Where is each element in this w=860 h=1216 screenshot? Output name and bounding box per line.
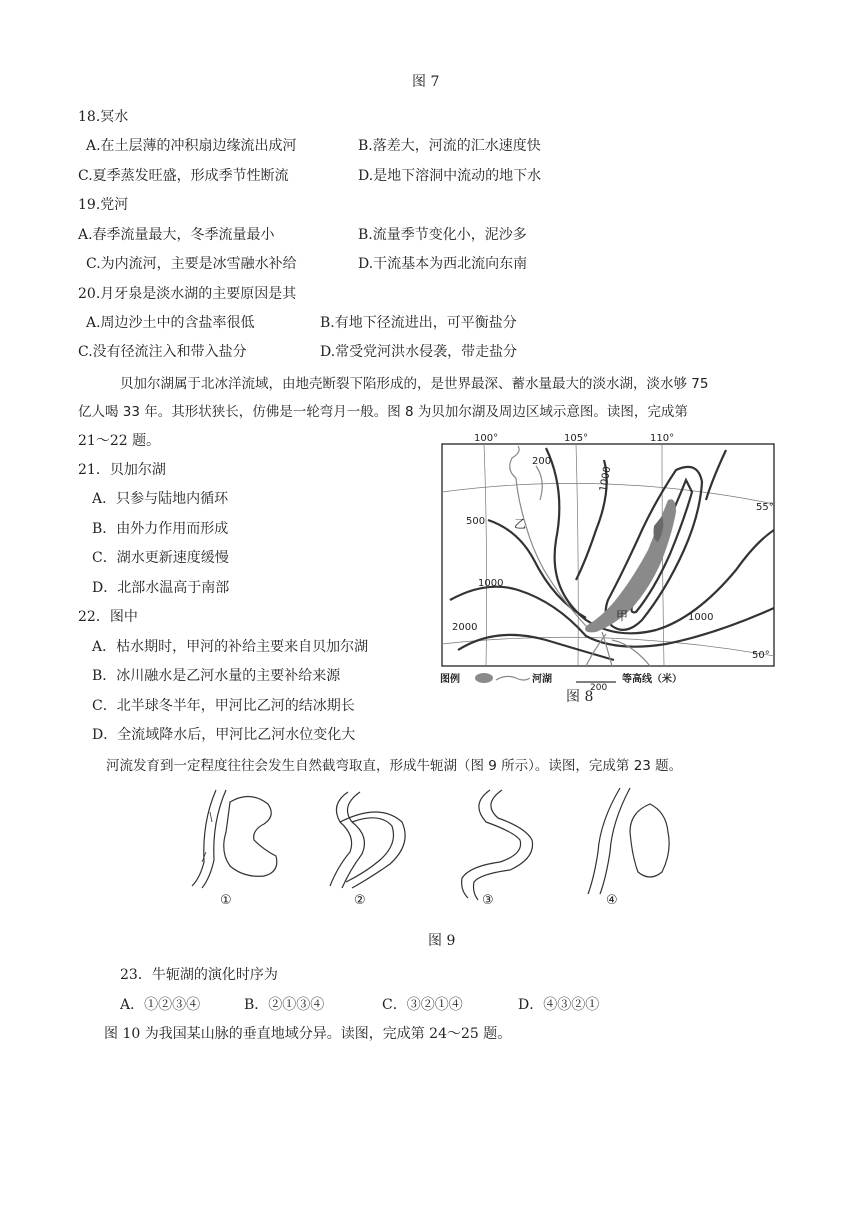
q20-option-d: D.常受党河洪水侵袭，带走盐分	[320, 344, 518, 360]
q23-option-c: C．③②①④	[382, 997, 463, 1013]
q21-option-a: A．只参与陆地内循环	[92, 491, 229, 507]
lat-label-55: 55°	[756, 502, 774, 513]
baikal-intro-line-2: 亿人喝 33 年。其形状狭长，仿佛是一轮弯月一般。图 8 为贝加尔湖及周边区域示意图。读图，完成第	[78, 404, 688, 420]
q20-option-c: C.没有径流注入和带入盐分	[78, 344, 247, 360]
panel-label-4: ④	[606, 893, 618, 908]
q18-option-c: C.夏季蒸发旺盛，形成季节性断流	[78, 168, 289, 184]
figure-7-caption: 图 7	[412, 74, 440, 90]
contour-label-500: 500	[466, 516, 486, 527]
q19-stem: 19.党河	[78, 197, 129, 213]
oxbow-panel-3	[462, 790, 533, 900]
contour-label-1000-east: 1000	[688, 612, 714, 623]
q18-option-a: A.在土层薄的冲积扇边缘流出成河	[86, 138, 297, 154]
q20-stem: 20.月牙泉是淡水湖的主要原因是其	[78, 286, 297, 302]
legend-lake-swatch	[475, 673, 493, 683]
q22-option-c: C．北半球冬半年，甲河比乙河的结冰期长	[92, 698, 355, 714]
q23-option-d: D．④③②①	[518, 997, 600, 1013]
legend-contour-label: 等高线（米）	[622, 674, 682, 685]
q21-option-c: C．湖水更新速度缓慢	[92, 550, 229, 566]
oxbow-intro: 河流发育到一定程度往往会发生自然截弯取直，形成牛轭湖（图 9 所示）。读图，完成第 23 题。	[106, 758, 683, 774]
figure-8-caption: 图 8	[566, 689, 594, 705]
q20-option-a: A.周边沙土中的含盐率很低	[86, 315, 255, 331]
q21-option-b: B．由外力作用而形成	[92, 521, 229, 537]
contour-label-2000: 2000	[452, 622, 478, 633]
lon-label-105: 105°	[564, 433, 589, 444]
q18-option-b: B.落差大，河流的汇水速度快	[358, 138, 541, 154]
q19-option-b: B.流量季节变化小，泥沙多	[358, 227, 527, 243]
q21-option-d: D．北部水温高于南部	[92, 580, 230, 596]
panel-label-1: ①	[220, 893, 232, 908]
q19-option-c: C.为内流河，主要是冰雪融水补给	[86, 256, 297, 272]
q22-option-b: B．冰川融水是乙河水量的主要补给来源	[92, 668, 341, 684]
figure-10-intro: 图 10 为我国某山脉的垂直地域分异。读图，完成第 24～25 题。	[104, 1026, 512, 1042]
legend-lake-label: 河湖	[532, 674, 552, 685]
q18-option-d: D.是地下溶洞中流动的地下水	[358, 168, 542, 184]
oxbow-panel-1	[192, 790, 277, 888]
panel-label-2: ②	[354, 893, 366, 908]
q22-option-a: A．枯水期时，甲河的补给主要来自贝加尔湖	[92, 639, 369, 655]
panel-label-3: ③	[482, 893, 494, 908]
legend-title: 图例	[440, 674, 460, 685]
q22-option-d: D．全流域降水后，甲河比乙河水位变化大	[92, 727, 356, 743]
river-label-jia: 甲	[616, 609, 629, 623]
lon-label-100: 100°	[474, 433, 499, 444]
river-label-yi: 乙	[514, 517, 527, 531]
q19-option-a: A.春季流量最大，冬季流量最小	[78, 227, 275, 243]
q18-stem: 18.冥水	[78, 109, 129, 125]
q22-stem: 22．图中	[78, 609, 138, 625]
q23-stem: 23．牛轭湖的演化时序为	[120, 967, 278, 983]
lon-label-110: 110°	[650, 433, 675, 444]
q21-stem: 21．贝加尔湖	[78, 462, 166, 478]
baikal-intro-line-3: 21～22 题。	[78, 433, 161, 449]
contour-label-1000-north: 1000	[598, 465, 614, 493]
contour-label-1000-west: 1000	[478, 578, 504, 589]
figure-8-baikal-map	[436, 430, 782, 700]
contour-lines	[450, 448, 774, 660]
oxbow-panel-2	[330, 792, 405, 888]
contour-label-200: 200	[532, 456, 552, 467]
legend-contour-value: 200	[590, 683, 608, 693]
baikal-intro-line-1: 贝加尔湖属于北冰洋流域，由地壳断裂下陷形成的，是世界最深、蓄水量最大的淡水湖，淡水够 75	[120, 376, 709, 392]
q20-option-b: B.有地下径流进出，可平衡盐分	[320, 315, 517, 331]
lat-label-50: 50°	[752, 650, 770, 661]
q23-option-a: A．①②③④	[120, 997, 201, 1013]
figure-9-caption: 图 9	[428, 933, 456, 949]
q23-option-b: B．②①③④	[244, 997, 325, 1013]
q19-option-d: D.干流基本为西北流向东南	[358, 256, 528, 272]
figure-9-oxbow-diagram	[180, 782, 680, 912]
oxbow-panel-4	[588, 788, 669, 894]
legend-river-swatch	[496, 676, 530, 680]
